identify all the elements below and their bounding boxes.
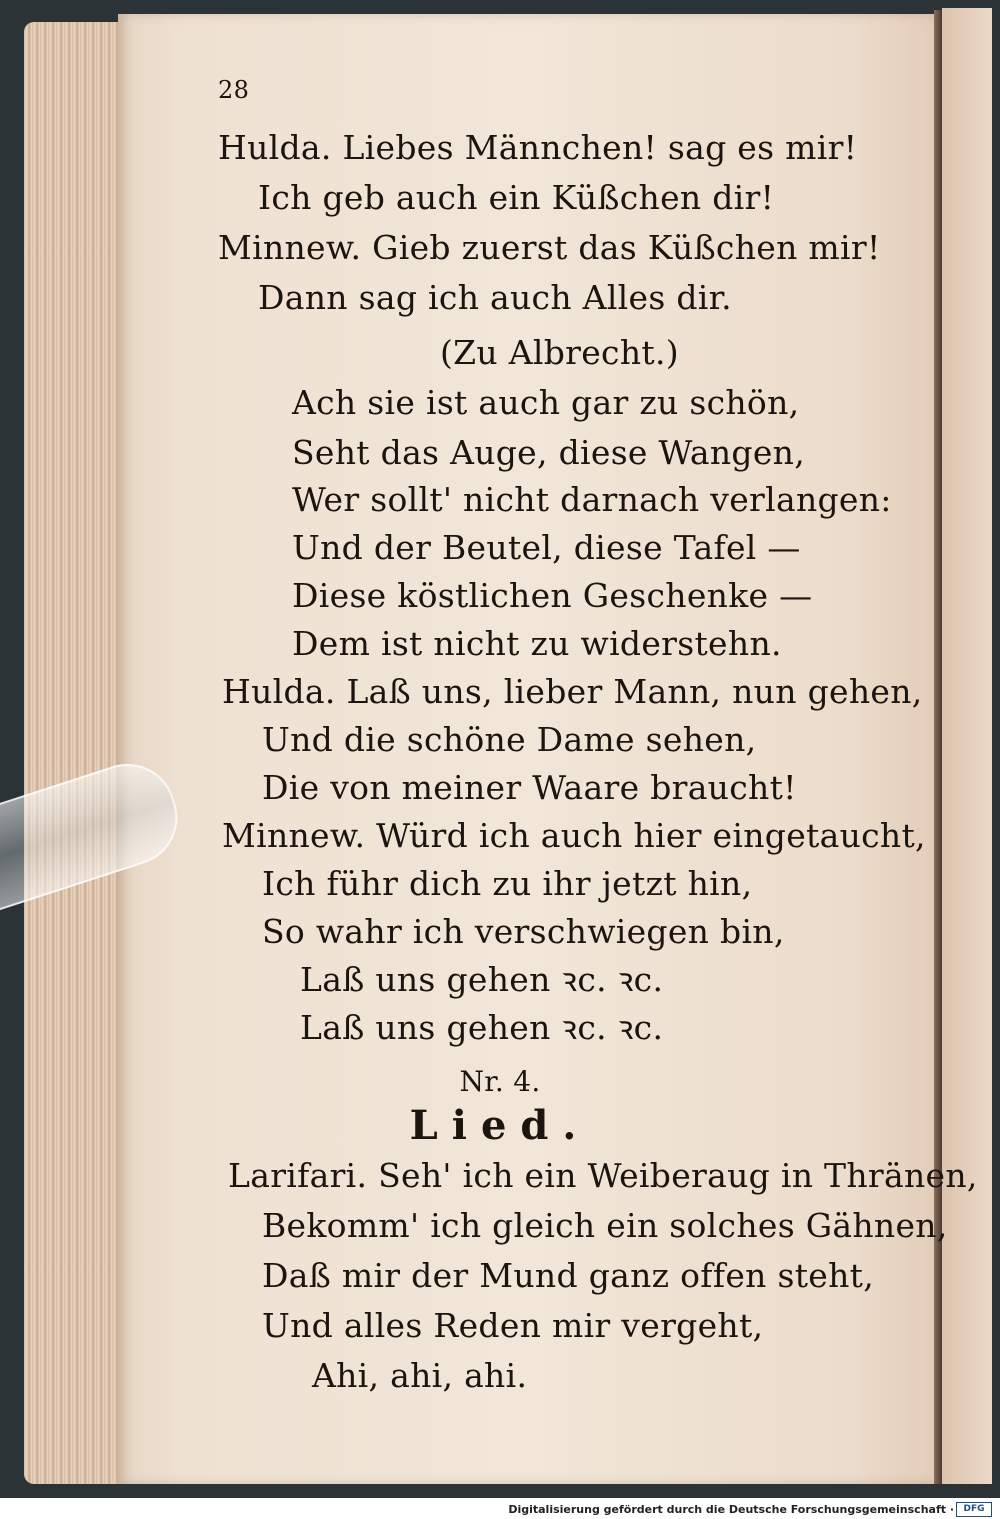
text-line: Diese köstlichen Geschenke —	[292, 576, 813, 615]
book-gutter	[934, 10, 942, 1484]
text-line: Minnew. Würd ich auch hier eingetaucht,	[222, 816, 926, 855]
facing-page-edge	[942, 8, 992, 1484]
text-line: Seht das Auge, diese Wangen,	[292, 433, 806, 472]
text-line: So wahr ich verschwiegen bin,	[262, 912, 785, 951]
page-number: 28	[218, 76, 250, 104]
text-line: Bekomm' ich gleich ein solches Gähnen,	[262, 1206, 948, 1245]
text-line: Daß mir der Mund ganz offen steht,	[262, 1256, 875, 1295]
text-line: Larifari. Seh' ich ein Weiberaug in Thränen,	[228, 1156, 978, 1195]
text-line: Dem ist nicht zu widerstehn.	[292, 624, 782, 663]
song-number: Nr. 4.	[459, 1065, 541, 1098]
text-line: Minnew. Gieb zuerst das Küßchen mir!	[218, 228, 881, 267]
text-line: Und die schöne Dame sehen,	[262, 720, 757, 759]
song-title: Lied.	[409, 1102, 591, 1149]
text-line: Hulda. Laß uns, lieber Mann, nun gehen,	[222, 672, 923, 711]
text-line: Die von meiner Waare braucht!	[262, 768, 797, 807]
text-line: Hulda. Liebes Männchen! sag es mir!	[218, 128, 858, 167]
text-line: Ich geb auch ein Küßchen dir!	[258, 178, 775, 217]
text-line: Wer sollt' nicht darnach verlangen:	[292, 480, 892, 519]
text-line: Ich führ dich zu ihr jetzt hin,	[262, 864, 753, 903]
text-line: Laß uns gehen ꝛc. ꝛc.	[300, 960, 664, 999]
digitization-credit: Digitalisierung gefördert durch die Deutsche Forschungsgemeinschaft ·	[508, 1503, 954, 1516]
book-page-edges	[24, 22, 124, 1484]
dfg-logo: DFG	[956, 1502, 992, 1517]
stage-direction: (Zu Albrecht.)	[440, 333, 679, 372]
text-line: Laß uns gehen ꝛc. ꝛc.	[300, 1008, 664, 1047]
text-line: Und der Beutel, diese Tafel —	[292, 528, 801, 567]
text-line: Und alles Reden mir vergeht,	[262, 1306, 764, 1345]
text-line: Dann sag ich auch Alles dir.	[258, 278, 732, 317]
text-line: Ach sie ist auch gar zu schön,	[292, 383, 800, 422]
text-line: Ahi, ahi, ahi.	[312, 1356, 528, 1395]
